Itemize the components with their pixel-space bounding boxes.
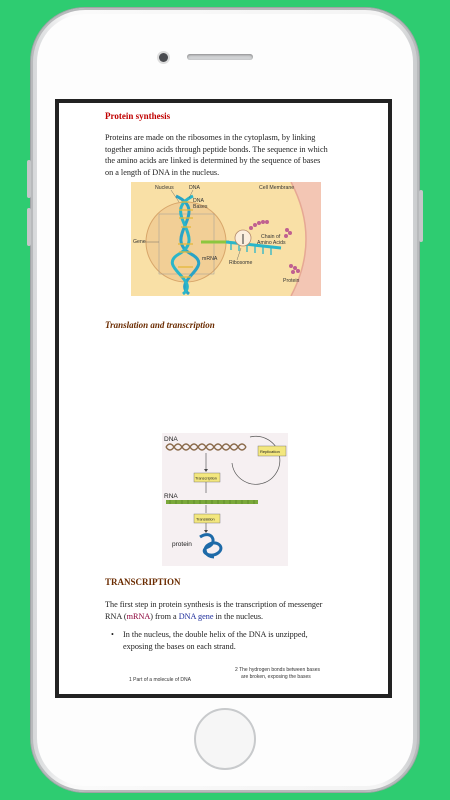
label-gene: Gene bbox=[133, 239, 146, 245]
bullet-line: exposing the bases on each strand. bbox=[123, 641, 236, 651]
screen bbox=[55, 99, 392, 698]
intro-line: Proteins are made on the ribosomes in the cytoplasm, by linking bbox=[105, 133, 316, 142]
transcription-line-2: RNA (mRNA) from a DNA gene in the nucleus. bbox=[105, 611, 264, 621]
intro-line: the amino acids are linked is determined by the sequence of bases bbox=[105, 156, 321, 166]
mrna-term: mRNA bbox=[126, 611, 151, 621]
intro-line: together amino acids through peptide bonds. The sequence in which bbox=[105, 144, 328, 154]
intro-line: on a length of DNA in the nucleus. bbox=[105, 167, 220, 177]
transcription-line: The first step in protein synthesis is the transcription of messenger bbox=[105, 600, 323, 609]
home-button[interactable] bbox=[194, 708, 256, 770]
label-chain-1: Chain of bbox=[261, 234, 281, 240]
volume-up-button bbox=[27, 160, 31, 198]
volume-down-button bbox=[27, 208, 31, 246]
bullet-item bbox=[111, 629, 308, 652]
label-nucleus: Nucleus bbox=[155, 185, 174, 191]
box-translation: Translation bbox=[196, 517, 215, 522]
bullet-dot-icon: • bbox=[111, 630, 114, 639]
label-mrna: mRNA bbox=[202, 256, 218, 262]
protein-synthesis-figure bbox=[131, 182, 321, 296]
label-protein-2: protein bbox=[172, 541, 192, 548]
bottom-figure-caption-right: 2 The hydrogen bonds between bases are broken, exposing the bases bbox=[235, 667, 320, 680]
dna-gene-term: DNA gene bbox=[178, 611, 214, 621]
transcription-paragraph bbox=[105, 599, 322, 622]
label-protein: Protein bbox=[283, 278, 300, 284]
heading-translation-transcription: Translation and transcription bbox=[105, 320, 215, 330]
intro-paragraph bbox=[105, 132, 328, 178]
label-dna: DNA bbox=[189, 185, 200, 191]
front-camera-icon bbox=[159, 53, 168, 62]
box-replication: Replication bbox=[260, 449, 280, 454]
heading-transcription: TRANSCRIPTION bbox=[105, 577, 181, 587]
label-rna: RNA bbox=[164, 493, 178, 500]
power-button bbox=[419, 190, 423, 242]
bullet-line: In the nucleus, the double helix of the DNA is unzipped, bbox=[123, 630, 308, 639]
central-dogma-figure bbox=[162, 433, 288, 566]
document-page[interactable] bbox=[59, 103, 388, 694]
label-cell-membrane: Cell Membrane bbox=[259, 185, 295, 191]
label-dna-2: DNA bbox=[164, 436, 178, 443]
label-dna-bases-2: Bases bbox=[193, 204, 208, 210]
box-transcription: Transcription bbox=[195, 476, 217, 481]
heading-protein-synthesis: Protein synthesis bbox=[105, 111, 171, 121]
label-dna-bases-1: DNA bbox=[193, 198, 204, 204]
bottom-figure-caption-left: 1 Part of a molecule of DNA bbox=[129, 677, 191, 683]
label-ribosome: Ribosome bbox=[229, 260, 253, 266]
earpiece-speaker bbox=[187, 54, 253, 60]
label-chain-2: Amino Acids bbox=[257, 240, 286, 246]
